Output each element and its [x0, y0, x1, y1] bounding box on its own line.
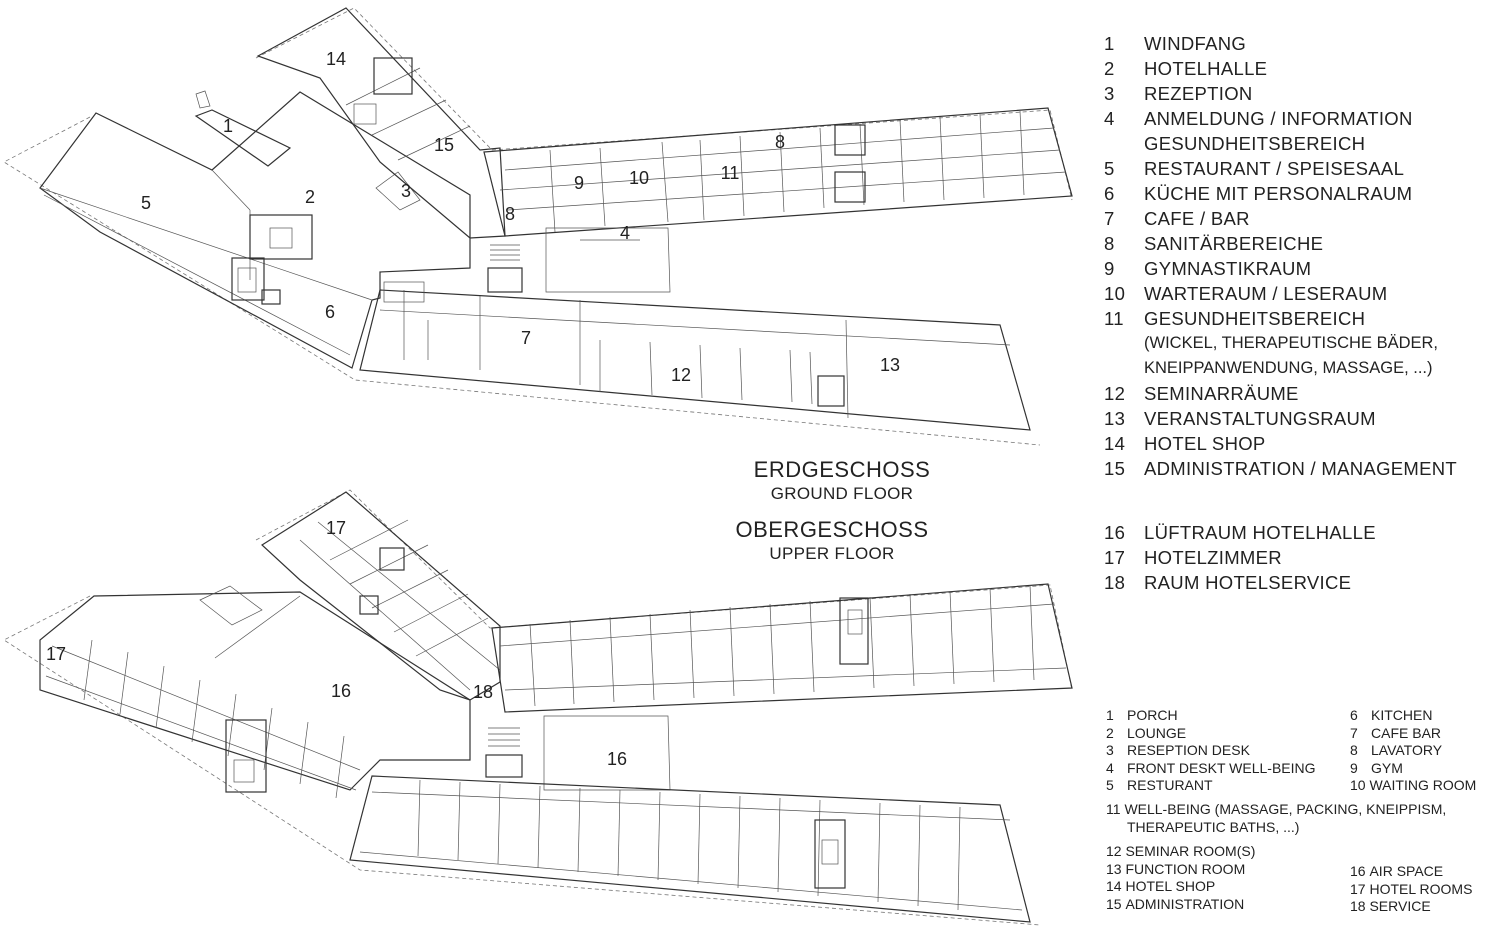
ground-floor-plan: [4, 8, 1072, 445]
legend-number: 10: [1104, 283, 1126, 304]
ground-floor-title: [712, 457, 972, 505]
legend-number: 7: [1104, 208, 1115, 229]
legend-item: 15 ADMINISTRATION: [1106, 895, 1245, 912]
legend-text: LÜFTRAUM HOTELHALLE: [1144, 522, 1376, 543]
legend-item: [1104, 81, 1494, 106]
ground-floor-title-en: GROUND FLOOR: [770, 484, 914, 503]
room-label: 18: [472, 681, 494, 702]
legend-number: 1: [1104, 33, 1115, 54]
room-label: 2: [304, 186, 316, 207]
legend-item: [1104, 406, 1494, 431]
legend-text: GYMNASTIKRAUM: [1144, 258, 1312, 279]
legend-item: [1104, 281, 1494, 306]
legend-number: 11: [1104, 308, 1124, 329]
legend-english-col1: [1106, 707, 1316, 795]
legend-item: [1104, 181, 1494, 206]
upper-floor-title-en: UPPER FLOOR: [769, 544, 895, 563]
legend-item: 2 LOUNGE: [1106, 724, 1187, 741]
legend-text: HOTELHALLE: [1144, 58, 1268, 79]
room-label: 10: [628, 167, 650, 188]
legend-item: [1104, 206, 1494, 231]
room-label: 9: [573, 172, 585, 193]
legend-item: 17 HOTEL ROOMS: [1350, 880, 1473, 897]
legend-item-continuation: [1104, 131, 1494, 156]
legend-text: KÜCHE MIT PERSONALRAUM: [1144, 183, 1413, 204]
legend-item: [1104, 570, 1494, 595]
ground-floor-title-de: ERDGESCHOSS: [753, 457, 931, 482]
legend-text: GESUNDHEITSBEREICH: [1144, 308, 1366, 329]
legend-text: CAFE / BAR: [1144, 208, 1250, 229]
legend-number: 8: [1104, 233, 1115, 254]
room-label: 17: [45, 643, 67, 664]
legend-item: 14 HOTEL SHOP: [1106, 878, 1216, 894]
legend-text: GESUNDHEITSBEREICH: [1144, 133, 1366, 154]
legend-item: [1104, 520, 1494, 545]
legend-item: 13 FUNCTION ROOM: [1106, 860, 1246, 877]
legend-item: 18 SERVICE: [1350, 898, 1431, 914]
legend-item: [1104, 156, 1494, 181]
legend-number: 6: [1104, 183, 1115, 204]
legend-number: 5: [1104, 158, 1115, 179]
legend-number: 15: [1104, 458, 1126, 479]
legend-text: ANMELDUNG / INFORMATION: [1144, 108, 1413, 129]
legend-number: 3: [1104, 83, 1115, 104]
legend-item: 3 RESEPTION DESK: [1106, 742, 1250, 758]
legend-item: [1104, 256, 1494, 281]
room-label: 6: [324, 301, 336, 322]
legend-item: [1104, 106, 1494, 131]
legend-text: HOTELZIMMER: [1144, 547, 1282, 568]
legend-german-upper: [1104, 520, 1494, 595]
legend-english-col4: [1350, 863, 1472, 916]
legend-item: 7 CAFE BAR: [1350, 724, 1442, 741]
legend-text: VERANSTALTUNGSRAUM: [1144, 408, 1376, 429]
legend-item: [1104, 56, 1494, 81]
legend-text: WARTERAUM / LESERAUM: [1144, 283, 1388, 304]
legend-text: RAUM HOTELSERVICE: [1144, 572, 1352, 593]
room-label: 11: [720, 162, 740, 183]
legend-number: 18: [1104, 572, 1126, 593]
legend-item: [1104, 231, 1494, 256]
legend-text: WINDFANG: [1144, 33, 1247, 54]
room-label: 13: [879, 354, 901, 375]
legend-text: HOTEL SHOP: [1144, 433, 1266, 454]
legend-item: 8 LAVATORY: [1350, 742, 1443, 758]
legend-item: 6 KITCHEN: [1350, 707, 1433, 723]
room-label: 17: [325, 517, 347, 538]
legend-item: 5 RESTURANT: [1106, 777, 1213, 793]
room-label: 4: [619, 222, 631, 243]
legend-text: REZEPTION: [1144, 83, 1253, 104]
legend-number: 2: [1104, 58, 1115, 79]
legend-text-continuation: THERAPEUTIC BATHS, ...): [1127, 818, 1300, 835]
legend-number: 13: [1104, 408, 1126, 429]
legend-item: [1104, 456, 1494, 481]
legend-text: SEMINARRÄUME: [1144, 383, 1299, 404]
room-label: 5: [140, 192, 152, 213]
legend-english-col2: [1350, 707, 1476, 795]
legend-item: [1104, 545, 1494, 570]
room-label: 1: [222, 115, 234, 136]
legend-item: 10 WAITING ROOM: [1350, 777, 1477, 793]
legend-item: 4 FRONT DESKT WELL-BEING: [1106, 759, 1316, 776]
legend-item: 11 WELL-BEING (MASSAGE, PACKING, KNEIPPISM,: [1106, 801, 1447, 817]
legend-item: 9 GYM: [1350, 759, 1403, 776]
legend-english-col3: [1106, 843, 1255, 913]
room-label: 8: [774, 131, 786, 152]
legend-number: 12: [1104, 383, 1126, 404]
upper-floor-title-de: OBERGESCHOSS: [735, 517, 929, 542]
legend-number: 17: [1104, 547, 1126, 568]
room-label: 7: [520, 327, 532, 348]
legend-item: 12 SEMINAR ROOM(S): [1106, 843, 1256, 859]
room-label: 15: [433, 134, 455, 155]
room-label: 3: [400, 180, 412, 201]
legend-item: [1104, 31, 1494, 56]
legend-item: 1 PORCH: [1106, 707, 1178, 723]
legend-number: 16: [1104, 522, 1126, 543]
legend-text: RESTAURANT / SPEISESAAL: [1144, 158, 1405, 179]
room-label: 8: [504, 203, 516, 224]
room-label: 16: [330, 680, 352, 701]
room-label: 14: [325, 48, 347, 69]
legend-text-continuation: KNEIPPANWENDUNG, MASSAGE, ...): [1144, 359, 1433, 377]
legend-item: [1104, 306, 1494, 331]
legend-text: SANITÄRBEREICHE: [1144, 233, 1324, 254]
room-label: 12: [670, 364, 692, 385]
legend-number: 4: [1104, 108, 1115, 129]
legend-text: ADMINISTRATION / MANAGEMENT: [1144, 458, 1458, 479]
legend-item: [1104, 431, 1494, 456]
legend-text-continuation: (WICKEL, THERAPEUTISCHE BÄDER,: [1144, 334, 1438, 352]
upper-floor-title: [702, 517, 962, 565]
legend-number: 9: [1104, 258, 1115, 279]
legend-number: 14: [1104, 433, 1126, 454]
legend-german: [1104, 31, 1494, 481]
legend-english-item-11: [1106, 801, 1446, 836]
room-label: 16: [606, 748, 628, 769]
legend-item: [1104, 381, 1494, 406]
legend-item: 16 AIR SPACE: [1350, 863, 1444, 879]
